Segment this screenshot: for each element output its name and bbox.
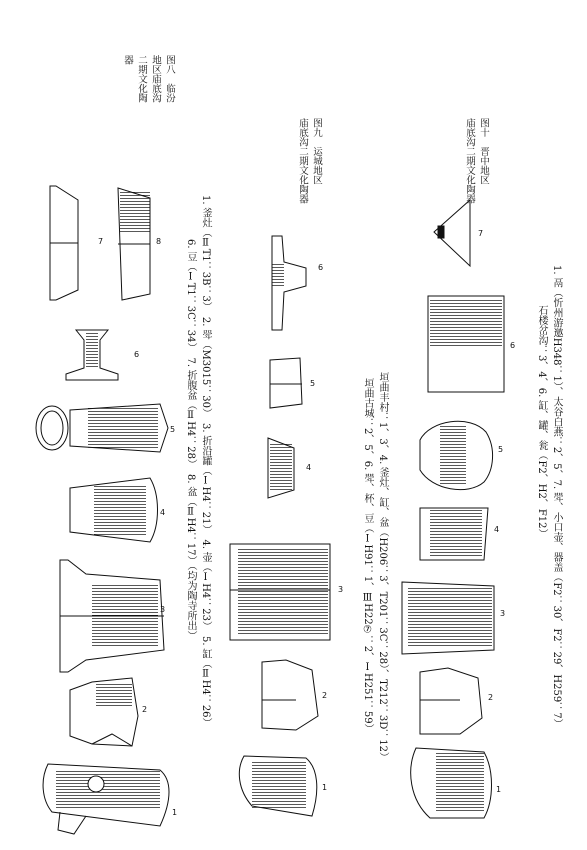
fig8-title-line2: 二期文化陶	[136, 55, 147, 103]
fig10-vessel-4	[420, 508, 488, 560]
fig10-num-5: 5	[498, 445, 504, 454]
fig9-num-1: 1	[322, 783, 328, 792]
fig10-num-7: 7	[478, 229, 484, 238]
fig9-num-2: 2	[322, 691, 328, 700]
fig8-num-5: 5	[170, 425, 176, 434]
fig9-num-4: 4	[306, 463, 312, 472]
fig10-vessel-6	[428, 296, 504, 392]
fig8-num-2: 2	[142, 705, 148, 714]
fig9-num-3: 3	[338, 585, 344, 594]
fig10-caption-line2: 石楼岔沟：3、4、6. 缸、罐、瓮（F2、H2、F12）	[536, 305, 547, 539]
fig8-vessel-3	[60, 560, 164, 672]
fig8-vessel-7	[50, 186, 78, 300]
fig8-title-line3: 器	[122, 55, 133, 65]
fig8-caption-line2: 6. 豆（ⅠT1：3C：34） 7. 折腹盆（ⅡH4：28） 8. 盆（ⅡH4：17）（均为陶寺所出）	[185, 239, 196, 641]
fig8-vessel-2	[70, 678, 138, 746]
fig9-num-6: 6	[318, 263, 324, 272]
fig9-vessel-5	[270, 358, 302, 408]
fig8-num-7: 7	[98, 237, 104, 246]
fig10-vessel-1	[411, 748, 492, 818]
fig8-num-4: 4	[160, 508, 166, 517]
fig8-num-3: 3	[160, 605, 166, 614]
fig8-vessel-8	[118, 188, 150, 300]
fig10-num-1: 1	[496, 785, 502, 794]
fig8-vessel-1	[43, 764, 169, 834]
fig9-caption-line2: 垣曲古城：2、5、6. 斝、杯、豆（ⅠH91：1、ⅢH22⑦：2、ⅠH251：59）	[362, 378, 373, 734]
fig9-vessel-2	[262, 660, 318, 730]
fig10-title: 图十 晋中地区	[478, 118, 489, 185]
fig8-num-8: 8	[156, 237, 162, 246]
fig10-num-2: 2	[488, 693, 494, 702]
fig9-title: 图九 运城地区	[311, 118, 322, 185]
fig9-title-line1: 庙底沟二期文化陶器	[297, 118, 308, 204]
fig8-vessel-5	[36, 404, 168, 452]
fig10-vessel-2	[420, 668, 482, 734]
fig10-vessel-5	[420, 421, 493, 489]
fig9-vessel-3	[230, 544, 330, 640]
fig8-vessel-4	[70, 478, 158, 542]
fig10-title-line1: 庙底沟二期文化陶器	[464, 118, 475, 204]
fig9-num-5: 5	[310, 379, 316, 388]
fig9-vessel-1	[239, 756, 316, 816]
fig8-title: 图八 临汾	[164, 55, 175, 103]
fig10-vessel-3	[402, 582, 494, 654]
fig8-title-line1: 地区庙底沟	[150, 55, 161, 103]
fig8-caption-line1: 1. 釜灶（ⅡT1：3B：3） 2. 斝（M3015：30） 3. 折沿罐（ⅠH4：21） 4. 壶（ⅠH4：23） 5. 缸（ⅡH4：26）	[200, 195, 211, 728]
fig8-num-1: 1	[172, 808, 178, 817]
fig8-vessel-6	[66, 330, 118, 380]
fig9-vessel-6	[272, 236, 306, 330]
fig10-num-6: 6	[510, 341, 516, 350]
fig10-num-4: 4	[494, 525, 500, 534]
fig10-caption-line1: 1. 鬲（忻州游邀H348：1）、太谷白燕：2、5、7. 斝、小口壶、器盖（F2：30、F2：29、H259：7）	[551, 265, 562, 729]
fig10-num-3: 3	[500, 609, 506, 618]
fig9-vessel-4	[268, 438, 294, 498]
fig10-vessel-7	[434, 200, 470, 266]
fig9-caption-line1: 垣曲丰村：1、3、4. 釜灶、缸、盆（H206：3、T201：3C：28）、T212：3D：12）	[377, 372, 388, 762]
fig8-num-6: 6	[134, 350, 140, 359]
